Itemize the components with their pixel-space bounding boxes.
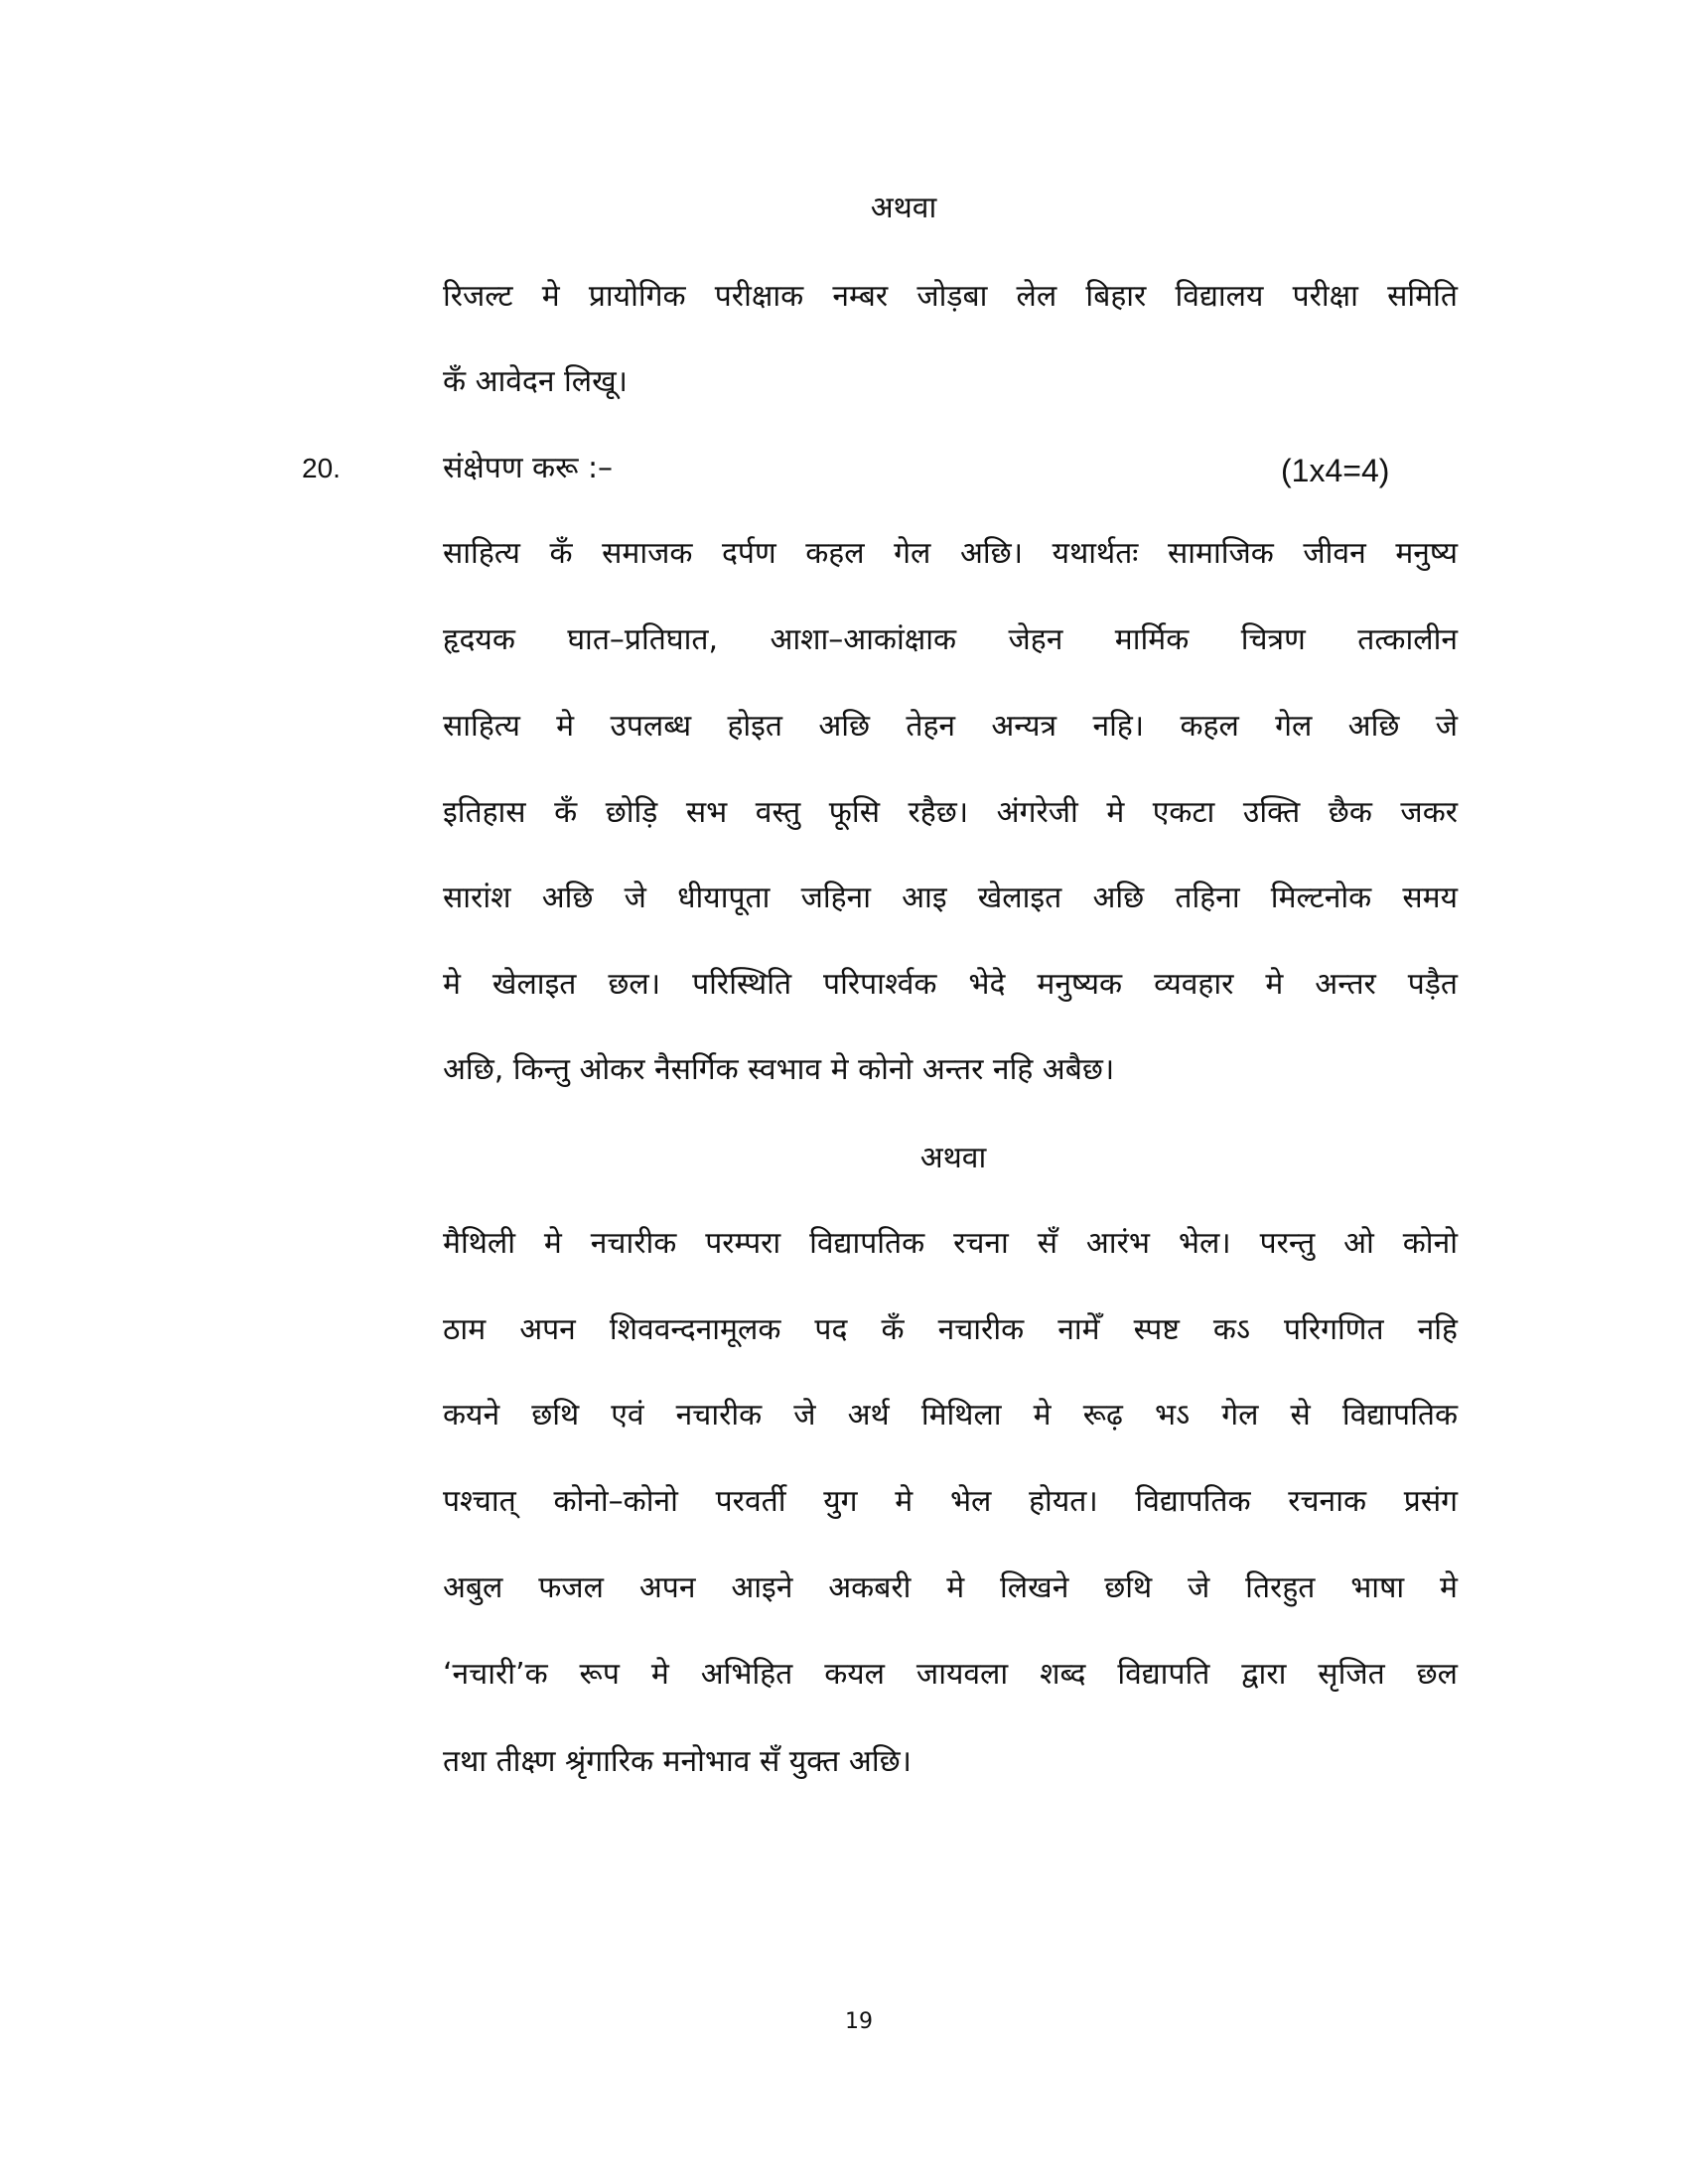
question-19-alt-line-1: रिजल्ट मे प्रायोगिक परीक्षाक नम्बर जोड़बा लेल बिहार विद्यालय परीक्षा समिति (443, 279, 1458, 314)
or-heading-1: अथवा (870, 191, 937, 225)
marks-allocation: (1x4=4) (1281, 453, 1390, 488)
passage-1-line: सारांश अछि जे धीयापूता जहिना आइ खेलाइत अछि तहिना मिल्टनोक समय (443, 881, 1458, 915)
question-19-alt-line-2: कँ आवेदन लिखू। (443, 364, 629, 399)
passage-2-line: ‘नचारी’क रूप मे अभिहित कयल जायवला शब्द विद्यापति द्वारा सृजित छल (443, 1657, 1458, 1692)
passage-2-line: ठाम अपन शिववन्दनामूलक पद कँ नचारीक नामेँ स्पष्ट कऽ परिगणित नहि (443, 1312, 1458, 1347)
or-heading-2: अथवा (919, 1141, 987, 1175)
passage-2-line: कयने छथि एवं नचारीक जे अर्थ मिथिला मे रूढ़ भऽ गेल से विद्यापतिक (443, 1398, 1458, 1433)
passage-2-line: तथा तीक्ष्ण श्रृंगारिक मनोभाव सँ युक्त अछि। (443, 1744, 912, 1779)
question-instruction: संक्षेपण करू :– (443, 451, 614, 485)
page-number: 19 (845, 2009, 873, 2034)
passage-2-line: मैथिली मे नचारीक परम्परा विद्यापतिक रचना सँ आरंभ भेल। परन्तु ओ कोनो (443, 1226, 1458, 1261)
passage-1-line: इतिहास कँ छोड़ि सभ वस्तु फूसि रहैछ। अंगरेजी मे एकटा उक्ति छैक जकर (443, 795, 1458, 830)
passage-1-line: मे खेलाइत छल। परिस्थिति परिपार्श्वक भेदे मनुष्यक व्यवहार मे अन्तर पड़ैत (443, 967, 1458, 1002)
passage-1-line: अछि, किन्तु ओकर नैसर्गिक स्वभाव मे कोनो अन्तर नहि अबैछ। (443, 1052, 1115, 1087)
passage-2-line: पश्चात् कोनो–कोनो परवर्ती युग मे भेल होयत। विद्यापतिक रचनाक प्रसंग (443, 1484, 1458, 1519)
passage-1-line: साहित्य कँ समाजक दर्पण कहल गेल अछि। यथार्थतः सामाजिक जीवन मनुष्य (443, 536, 1458, 571)
passage-1-line: साहित्य मे उपलब्ध होइत अछि तेहन अन्यत्र नहि। कहल गेल अछि जे (443, 709, 1458, 744)
passage-2-line: अबुल फजल अपन आइने अकबरी मे लिखने छथि जे तिरहुत भाषा मे (443, 1570, 1458, 1605)
question-number: 20. (302, 453, 341, 483)
passage-1-line: हृदयक घात–प्रतिघात, आशा–आकांक्षाक जेहन मार्मिक चित्रण तत्कालीन (443, 622, 1458, 657)
